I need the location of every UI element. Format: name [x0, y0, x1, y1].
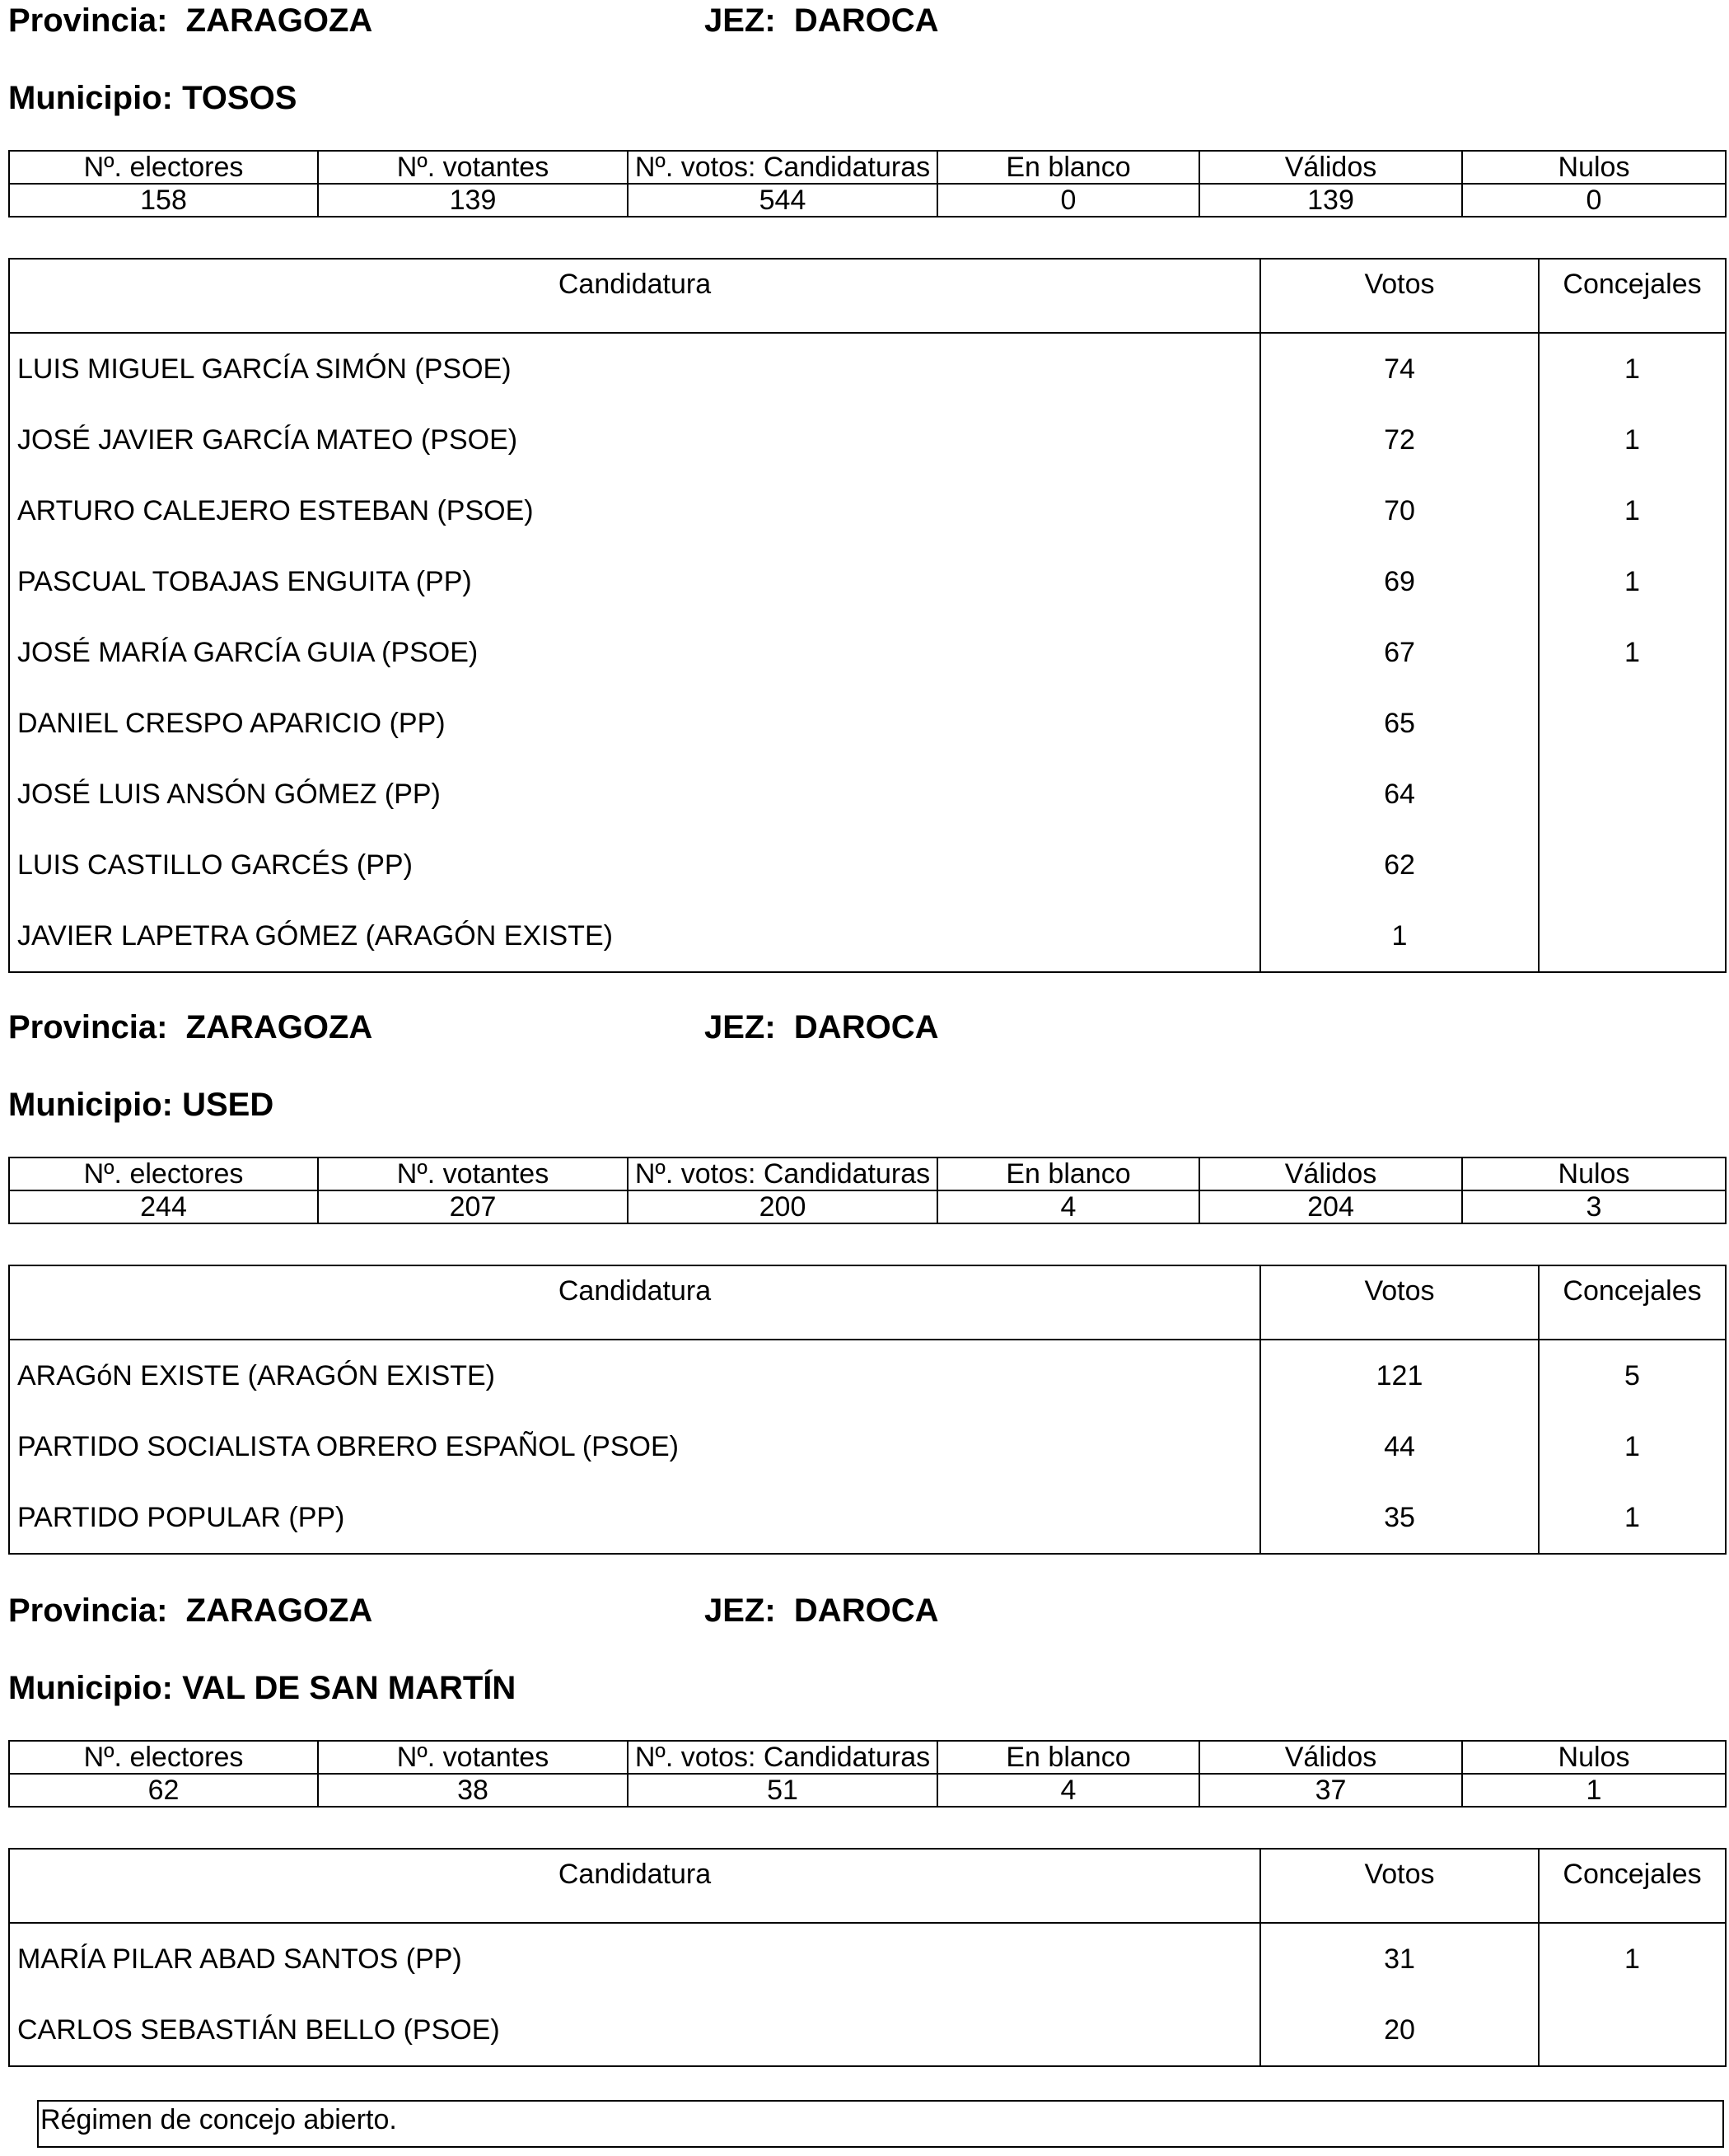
stats-header: Válidos [1199, 151, 1462, 184]
candidate-concejales: 1 [1539, 546, 1726, 617]
stats-value: 204 [1199, 1190, 1462, 1223]
candidate-votos: 44 [1260, 1411, 1539, 1482]
candidates-table [8, 1848, 1727, 2067]
provincia-value: ZARAGOZA [185, 2, 373, 39]
candidate-concejales: 1 [1539, 1482, 1726, 1554]
candidate-votos: 35 [1260, 1482, 1539, 1554]
candidate-votos: 121 [1260, 1340, 1539, 1411]
candidate-row [9, 830, 1726, 900]
candidate-row [9, 617, 1726, 688]
stats-table [8, 150, 1727, 217]
votos-header: Votos [1260, 1265, 1539, 1340]
stats-header: Nº. votantes [318, 1741, 628, 1774]
candidate-votos: 69 [1260, 546, 1539, 617]
candidate-row [9, 1482, 1726, 1554]
candidate-name: MARÍA PILAR ABAD SANTOS (PP) [9, 1923, 1260, 1995]
candidate-row [9, 688, 1726, 759]
stats-value: 0 [1462, 184, 1726, 217]
provincia-label: Provincia: [8, 1009, 168, 1045]
candidate-votos: 64 [1260, 759, 1539, 830]
provincia-heading [8, 1008, 372, 1046]
stats-value: 244 [9, 1190, 318, 1223]
candidates-header-row [9, 1849, 1726, 1923]
stats-header: Nº. votantes [318, 151, 628, 184]
candidate-row [9, 1340, 1726, 1411]
candidate-concejales [1539, 688, 1726, 759]
provincia-heading [8, 1592, 372, 1630]
provincia-label: Provincia: [8, 2, 168, 39]
stats-header-row [9, 1158, 1726, 1190]
candidates-header-row [9, 259, 1726, 333]
municipio-heading [8, 1086, 273, 1124]
candidate-name: PASCUAL TOBAJAS ENGUITA (PP) [9, 546, 1260, 617]
candidate-row [9, 900, 1726, 972]
candidate-name: LUIS MIGUEL GARCÍA SIMÓN (PSOE) [9, 333, 1260, 405]
stats-value: 200 [628, 1190, 937, 1223]
candidate-concejales: 1 [1539, 475, 1726, 546]
candidate-name: ARTURO CALEJERO ESTEBAN (PSOE) [9, 475, 1260, 546]
candidatura-header: Candidatura [9, 1265, 1260, 1340]
jez-heading [704, 2, 938, 40]
provincia-value: ZARAGOZA [185, 1009, 373, 1045]
candidate-votos: 72 [1260, 405, 1539, 475]
stats-value: 139 [318, 184, 628, 217]
stats-table [8, 1740, 1727, 1808]
candidates-header-row [9, 1265, 1726, 1340]
candidate-concejales: 5 [1539, 1340, 1726, 1411]
stats-value: 38 [318, 1774, 628, 1807]
candidate-name: CARLOS SEBASTIÁN BELLO (PSOE) [9, 1995, 1260, 2066]
votos-header: Votos [1260, 1849, 1539, 1923]
stats-header: Válidos [1199, 1741, 1462, 1774]
candidate-name: ARAGóN EXISTE (ARAGÓN EXISTE) [9, 1340, 1260, 1411]
candidate-concejales: 1 [1539, 1411, 1726, 1482]
stats-value: 158 [9, 184, 318, 217]
stats-value: 139 [1199, 184, 1462, 217]
stats-value: 62 [9, 1774, 318, 1807]
jez-value: DAROCA [793, 1009, 939, 1045]
candidate-votos: 65 [1260, 688, 1539, 759]
municipio-heading [8, 1669, 516, 1707]
candidate-name: JOSÉ JAVIER GARCÍA MATEO (PSOE) [9, 405, 1260, 475]
candidate-concejales: 1 [1539, 333, 1726, 405]
jez-value: DAROCA [793, 1592, 939, 1629]
stats-header: Nº. electores [9, 1741, 318, 1774]
stats-header: Nº. votos: Candidaturas [628, 151, 937, 184]
stats-header: Nº. votantes [318, 1158, 628, 1190]
candidates-table [8, 1265, 1727, 1555]
candidate-concejales: 1 [1539, 405, 1726, 475]
candidate-row [9, 759, 1726, 830]
municipio-label: Municipio: [8, 1670, 173, 1706]
municipio-heading [8, 79, 297, 117]
candidate-row [9, 333, 1726, 405]
jez-heading [704, 1592, 938, 1630]
provincia-heading [8, 2, 372, 40]
stats-value-row [9, 184, 1726, 217]
concejales-header: Concejales [1539, 1849, 1726, 1923]
stats-header: Nº. votos: Candidaturas [628, 1741, 937, 1774]
candidates-table [8, 258, 1727, 973]
jez-label: JEZ: [704, 1592, 776, 1629]
municipio-value: USED [182, 1087, 274, 1123]
candidatura-header: Candidatura [9, 1849, 1260, 1923]
candidate-votos: 70 [1260, 475, 1539, 546]
stats-value: 207 [318, 1190, 628, 1223]
concejo-abierto-note: Régimen de concejo abierto. [37, 2100, 1724, 2148]
candidate-concejales [1539, 1995, 1726, 2066]
stats-value: 51 [628, 1774, 937, 1807]
concejales-header: Concejales [1539, 259, 1726, 333]
candidate-row [9, 1923, 1726, 1995]
candidate-row [9, 475, 1726, 546]
stats-value-row [9, 1774, 1726, 1807]
candidate-name: JOSÉ MARÍA GARCÍA GUIA (PSOE) [9, 617, 1260, 688]
candidate-row [9, 1995, 1726, 2066]
jez-label: JEZ: [704, 1009, 776, 1045]
stats-header: Nº. votos: Candidaturas [628, 1158, 937, 1190]
votos-header: Votos [1260, 259, 1539, 333]
stats-value: 4 [937, 1774, 1199, 1807]
candidate-concejales [1539, 900, 1726, 972]
stats-table [8, 1157, 1727, 1224]
stats-header: Válidos [1199, 1158, 1462, 1190]
candidate-concejales [1539, 830, 1726, 900]
candidate-row [9, 405, 1726, 475]
provincia-label: Provincia: [8, 1592, 168, 1629]
stats-value: 4 [937, 1190, 1199, 1223]
municipio-value: VAL DE SAN MARTÍN [182, 1670, 516, 1706]
candidate-name: PARTIDO POPULAR (PP) [9, 1482, 1260, 1554]
candidate-name: LUIS CASTILLO GARCÉS (PP) [9, 830, 1260, 900]
stats-header-row [9, 1741, 1726, 1774]
stats-header: Nº. electores [9, 1158, 318, 1190]
provincia-value: ZARAGOZA [185, 1592, 373, 1629]
candidate-votos: 62 [1260, 830, 1539, 900]
stats-header: Nº. electores [9, 151, 318, 184]
candidatura-header: Candidatura [9, 259, 1260, 333]
candidate-votos: 20 [1260, 1995, 1539, 2066]
stats-value: 544 [628, 184, 937, 217]
municipio-label: Municipio: [8, 1087, 173, 1123]
stats-header: En blanco [937, 151, 1199, 184]
candidate-votos: 74 [1260, 333, 1539, 405]
stats-value: 0 [937, 184, 1199, 217]
candidate-votos: 1 [1260, 900, 1539, 972]
jez-label: JEZ: [704, 2, 776, 39]
stats-header: En blanco [937, 1741, 1199, 1774]
stats-header: Nulos [1462, 1158, 1726, 1190]
candidate-row [9, 1411, 1726, 1482]
candidate-concejales [1539, 759, 1726, 830]
concejales-header: Concejales [1539, 1265, 1726, 1340]
candidate-concejales: 1 [1539, 1923, 1726, 1995]
candidate-name: PARTIDO SOCIALISTA OBRERO ESPAÑOL (PSOE) [9, 1411, 1260, 1482]
stats-header: Nulos [1462, 1741, 1726, 1774]
stats-header: Nulos [1462, 151, 1726, 184]
stats-header: En blanco [937, 1158, 1199, 1190]
stats-value-row [9, 1190, 1726, 1223]
municipio-label: Municipio: [8, 80, 173, 116]
candidate-concejales: 1 [1539, 617, 1726, 688]
stats-value: 37 [1199, 1774, 1462, 1807]
candidate-row [9, 546, 1726, 617]
candidate-votos: 67 [1260, 617, 1539, 688]
jez-value: DAROCA [793, 2, 939, 39]
municipio-value: TOSOS [182, 80, 297, 116]
stats-value: 3 [1462, 1190, 1726, 1223]
stats-value: 1 [1462, 1774, 1726, 1807]
stats-header-row [9, 151, 1726, 184]
candidate-name: JAVIER LAPETRA GÓMEZ (ARAGÓN EXISTE) [9, 900, 1260, 972]
candidate-votos: 31 [1260, 1923, 1539, 1995]
candidate-name: DANIEL CRESPO APARICIO (PP) [9, 688, 1260, 759]
jez-heading [704, 1008, 938, 1046]
candidate-name: JOSÉ LUIS ANSÓN GÓMEZ (PP) [9, 759, 1260, 830]
